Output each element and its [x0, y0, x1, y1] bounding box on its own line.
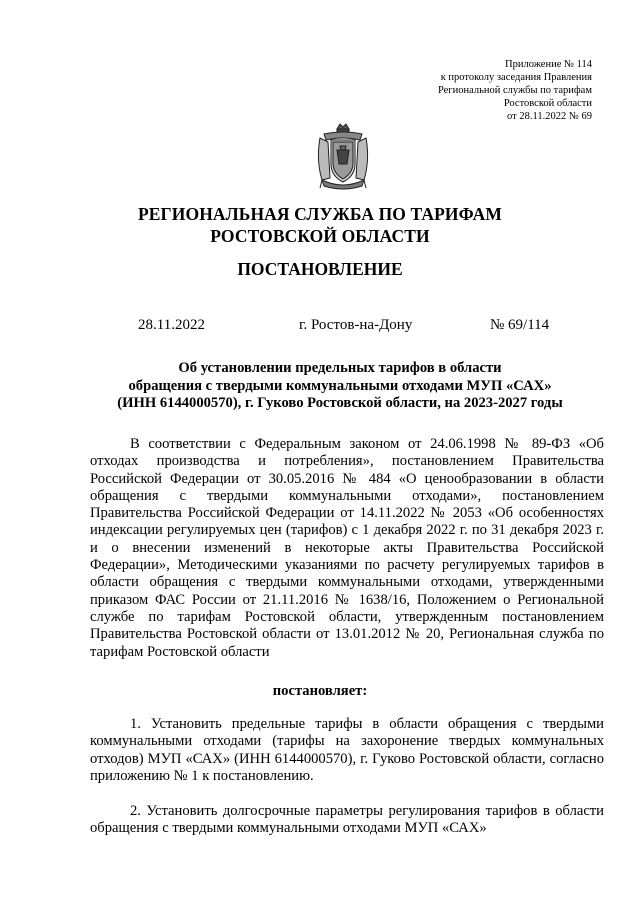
appendix-note [332, 58, 592, 123]
appendix-line: Приложение № 114 [505, 59, 592, 70]
document-city: г. Ростов-на-Дону [299, 317, 413, 333]
agency-name-line: РОСТОВСКОЙ ОБЛАСТИ [210, 226, 430, 246]
subject-line: (ИНН 6144000570), г. Гуково Ростовской области, на 2023-2027 годы [117, 395, 563, 411]
document-date: 28.11.2022 [138, 317, 205, 333]
coat-of-arms-icon [312, 120, 374, 192]
agency-name [0, 203, 640, 247]
appendix-line: от 28.11.2022 № 69 [507, 111, 592, 122]
document-subject [60, 360, 620, 413]
document-type: ПОСТАНОВЛЕНИЕ [237, 259, 403, 279]
appendix-line: к протоколу заседания Правления [440, 72, 592, 83]
appendix-line: Региональной службы по тарифам [437, 85, 592, 96]
document-number: № 69/114 [490, 317, 550, 333]
clause-1-paragraph: 1. Установить предельные тарифы в области обращения с твердыми коммунальными отходами (тарифы на захоронение твердых коммунальных отходов) МУП «САХ» (ИНН 6144000570), г. Гуково Ростовской области, согласно приложению № 1 к постановлению. [90, 716, 604, 784]
clause-2-paragraph: 2. Установить долгосрочные параметры регулирования тарифов в области обращения с твердыми коммунальными отходами МУП «САХ» [90, 803, 604, 837]
agency-name-line: РЕГИОНАЛЬНАЯ СЛУЖБА ПО ТАРИФАМ [137, 204, 502, 224]
preamble-paragraph: В соответствии с Федеральным законом от 24.06.1998 № 89-ФЗ «Об отходах производства и потребления», постановлением Правительства Российской Федерации от 30.05.2016 № 484 «О ценообразовании в области обращения с твердыми коммунальными отходами», постановлением Правительства Российской Федерации от 14.11.2022 № 2053 «Об особенностях индексации регулируемых цен (тарифов) с 1 декабря 2022 г. по 31 декабря 2023 г. и о внесении изменений в некоторые акты Правительства Российской Федерации», Методическими указаниями по расчету регулируемых тарифов в области обращения с твердыми коммунальными отходами, утвержденными приказом ФАС России от 21.11.2016 № 1638/16, Положением о Региональной службе по тарифам Ростовской области, утвержденным постановлением Правительства Ростовской области от 13.01.2012 № 20, Региональная служба по тарифам Ростовской области [90, 436, 604, 660]
resolves-heading: постановляет: [272, 683, 368, 699]
subject-line: обращения с твердыми коммунальными отходами МУП «САХ» [128, 377, 552, 394]
appendix-line: Ростовской области [503, 98, 592, 109]
subject-line: Об установлении предельных тарифов в области [178, 360, 502, 376]
